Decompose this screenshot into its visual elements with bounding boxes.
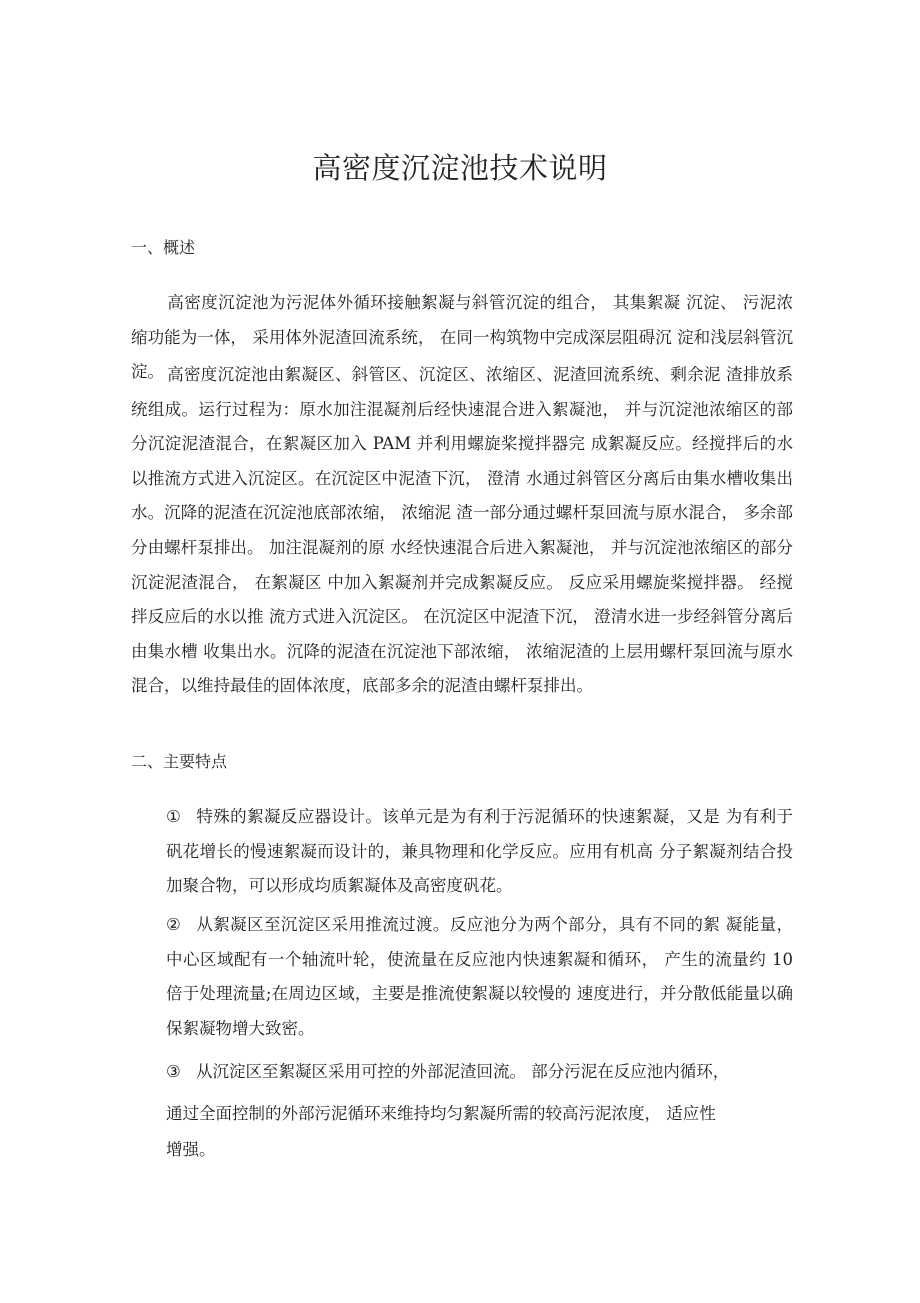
feature-item-2-text: 从絮凝区至沉淀区采用推流过渡。反应池分为两个部分，具有不同的絮 凝能量，中心区域配有一个轴流叶轮，使流量在反应池内快速絮凝和循环， 产生的流量约 10 倍于处理流量;在周边区域，主要是推流使絮凝以较慢的 速度进行，并分散低能量以确保絮凝物增大致密。: [166, 915, 793, 1038]
overview-paragraph-1-text: 高密度沉淀池为污泥体外循环接触絮凝与斜管沉淀的组合， 其集絮凝 沉淀、 污泥浓缩功能为一体， 采用体外泥渣回流系统， 在同一构筑物中完成深层阻碍沉 淀和浅层斜管沉淀。: [131, 293, 793, 382]
feature-item-3-text: 从沉淀区至絮凝区采用可控的外部泥渣回流。 部分污泥在反应池内循环，: [196, 1062, 730, 1081]
overview-paragraph-2: [131, 358, 793, 704]
feature-item-3-continuation-line-2: 增强。: [166, 1140, 216, 1159]
feature-item-3-number: ③: [166, 1062, 181, 1081]
feature-item-3-continuation-line-1: 通过全面控制的外部污泥循环来维持均匀絮凝所需的较高污泥浓度， 适应性: [166, 1104, 716, 1123]
feature-item-1: [166, 800, 793, 904]
section-heading-features: 二、主要特点: [131, 752, 228, 771]
feature-item-1-text: 特殊的絮凝反应器设计。该单元是为有利于污泥循环的快速絮凝，又是 为有利于矾花增长的慢速絮凝而设计的，兼具物理和化学反应。应用有机高 分子絮凝剂结合投加聚合物，可以形成均质絮凝体及高密度矾花。: [166, 807, 793, 896]
feature-item-2: [166, 908, 793, 1046]
overview-paragraph-2-text: 高密度沉淀池由絮凝区、斜管区、沉淀区、浓缩区、泥渣回流系统、剩余泥 渣排放系统组成。运行过程为：原水加注混凝剂后经快速混合进入絮凝池， 并与沉淀池浓缩区的部分沉淀泥渣混合，在絮凝区加入 PAM 并利用螺旋桨搅拌器完 成絮凝反应。经搅拌后的水以推流方式进入沉淀区。在沉淀区中泥渣下沉， 澄清 水通过斜管区分离后由集水槽收集出水。沉降的泥渣在沉淀池底部浓缩， 浓缩泥 渣一部分通过螺杆泵回流与原水混合， 多余部分由螺杆泵排出。 加注混凝剂的原 水经快速混合后进入絮凝池， 并与沉淀池浓缩区的部分沉淀泥渣混合， 在絮凝区 中加入絮凝剂并完成絮凝反应。 反应采用螺旋桨搅拌器。 经搅拌反应后的水以推 流方式进入沉淀区。 在沉淀区中泥渣下沉， 澄清水进一步经斜管分离后由集水槽 收集出水。沉降的泥渣在沉淀池下部浓缩， 浓缩泥渣的上层用螺杆泵回流与原水 混合，以维持最佳的固体浓度，底部多余的泥渣由螺杆泵排出。: [131, 365, 793, 696]
feature-item-2-number: ②: [166, 915, 181, 934]
feature-item-1-number: ①: [166, 807, 181, 826]
document-title: 高密度沉淀池技术说明: [312, 151, 608, 185]
feature-item-3: [166, 1055, 793, 1090]
section-heading-overview: 一、概述: [131, 238, 196, 257]
